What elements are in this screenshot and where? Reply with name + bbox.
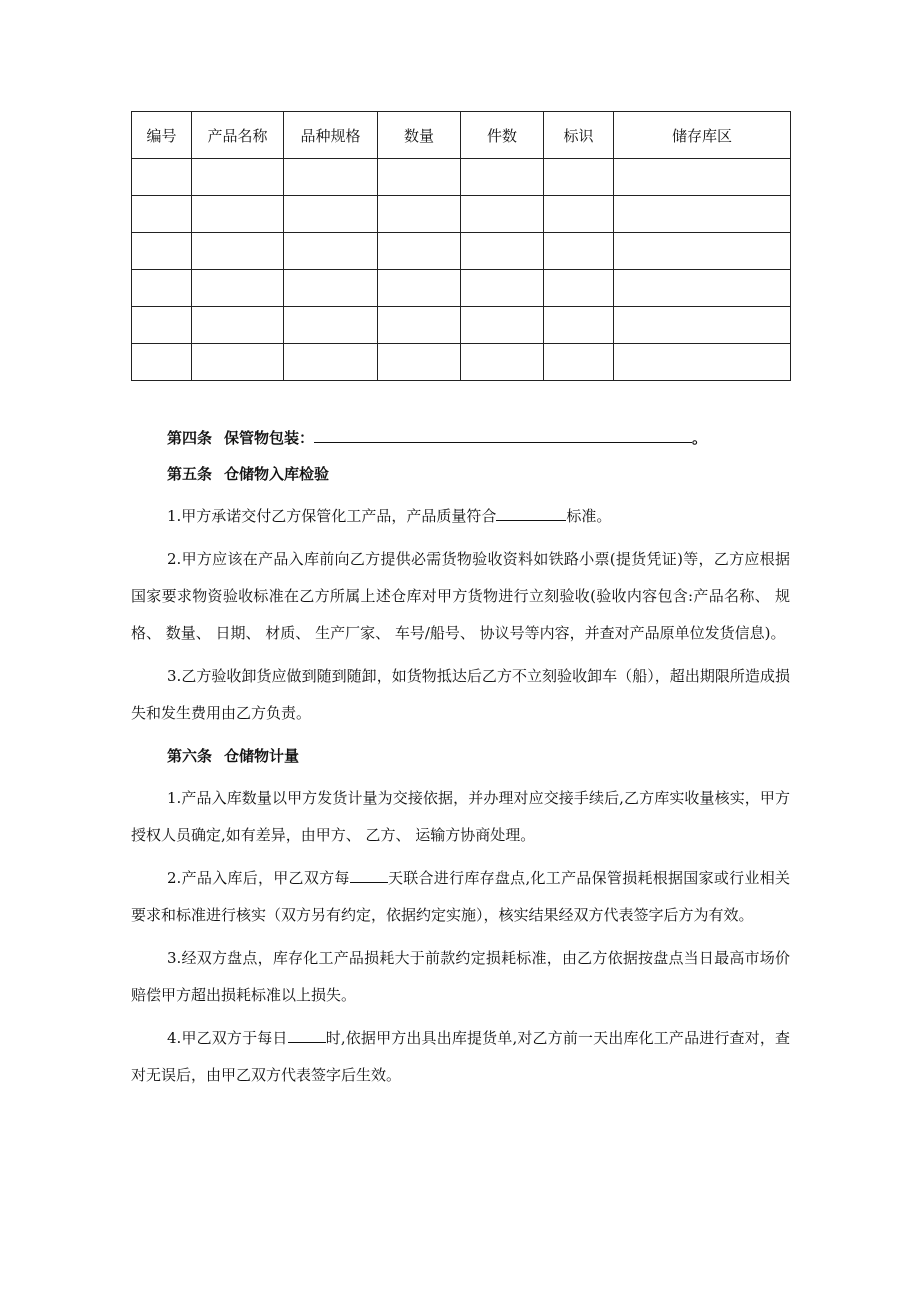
table-cell[interactable] [461, 307, 544, 344]
table-cell[interactable] [132, 307, 192, 344]
table-cell[interactable] [614, 196, 791, 233]
article-6-paragraph-2 [131, 860, 790, 934]
article-6-label: 仓储物计量 [224, 747, 300, 765]
article-6-p2-text: 2.产品入库后，甲乙双方每 [167, 869, 350, 887]
table-cell[interactable] [544, 270, 614, 307]
article-5-title: 第五条 [167, 465, 213, 483]
article-6-paragraph-1: 1.产品入库数量以甲方发货计量为交接依据，并办理对应交接手续后,乙方库实收量核实，甲方授权人员确定,如有差异，由甲方、 乙方、 运输方协商处理。 [131, 789, 790, 844]
table-cell[interactable] [284, 307, 378, 344]
article-6-p2-suffix: 天联合进行库存盘点,化工产品保管损耗根据国家或行业相关要求和标准进行核实（双方另有约定，依据约定实施），核实结果经双方代表签字后方为有效。 [131, 869, 790, 924]
table-cell[interactable] [614, 344, 791, 381]
article-5-label: 仓储物入库检验 [224, 465, 330, 483]
table-cell[interactable] [461, 196, 544, 233]
article-6-paragraph-4 [131, 1020, 790, 1094]
table-cell[interactable] [461, 344, 544, 381]
table-cell[interactable] [378, 270, 461, 307]
article-5-p1-text: 1.甲方承诺交付乙方保管化工产品，产品质量符合 [167, 507, 497, 525]
header-cell-quantity: 数量 [378, 112, 461, 159]
table-cell[interactable] [132, 270, 192, 307]
table-header-row [132, 112, 791, 159]
table-row [132, 270, 791, 307]
table-cell[interactable] [132, 196, 192, 233]
inventory-days-blank[interactable] [350, 868, 388, 883]
article-4-title: 第四条 [167, 429, 213, 447]
table-cell[interactable] [192, 159, 284, 196]
table-cell[interactable] [132, 233, 192, 270]
table-cell[interactable] [132, 159, 192, 196]
table-cell[interactable] [614, 159, 791, 196]
header-cell-mark: 标识 [544, 112, 614, 159]
article-4-line [131, 420, 790, 456]
table-cell[interactable] [192, 307, 284, 344]
table-cell[interactable] [192, 196, 284, 233]
contract-text [131, 420, 790, 1094]
header-cell-pieces: 件数 [461, 112, 544, 159]
article-5-paragraph-3: 3.乙方验收卸货应做到随到随卸，如货物抵达后乙方不立刻验收卸车（船），超出期限所造成损失和发生费用由乙方负责。 [131, 667, 790, 722]
table-cell[interactable] [378, 196, 461, 233]
table-cell[interactable] [544, 159, 614, 196]
article-5-paragraph-2: 2.甲方应该在产品入库前向乙方提供必需货物验收资料如铁路小票(提货凭证)等，乙方应根据国家要求物资验收标准在乙方所属上述仓库对甲方货物进行立刻验收(验收内容包含:产品名称、 规格、 数量、 日期、 材质、 生产厂家、 车号/船号、 协议号等内容，并查对产品原单位发货信息)。 [131, 550, 790, 642]
table-cell[interactable] [284, 159, 378, 196]
table-cell[interactable] [461, 233, 544, 270]
table-cell[interactable] [192, 270, 284, 307]
table-cell[interactable] [544, 344, 614, 381]
table-cell[interactable] [284, 270, 378, 307]
storage-table [131, 111, 791, 381]
table-row [132, 233, 791, 270]
table-row [132, 159, 791, 196]
table-cell[interactable] [378, 344, 461, 381]
header-cell-spec: 品种规格 [284, 112, 378, 159]
article-4-label: 保管物包装： [224, 429, 315, 447]
header-cell-number: 编号 [132, 112, 192, 159]
table-cell[interactable] [284, 344, 378, 381]
header-cell-product-name: 产品名称 [192, 112, 284, 159]
table-cell[interactable] [192, 344, 284, 381]
table-cell[interactable] [461, 270, 544, 307]
article-5-paragraph-1 [131, 498, 790, 535]
table-cell[interactable] [544, 307, 614, 344]
table-cell[interactable] [378, 159, 461, 196]
table-cell[interactable] [544, 233, 614, 270]
table-cell[interactable] [192, 233, 284, 270]
article-6-heading [131, 738, 790, 774]
table-cell[interactable] [461, 159, 544, 196]
table-cell[interactable] [614, 270, 791, 307]
quality-standard-blank[interactable] [496, 506, 566, 521]
table-cell[interactable] [132, 344, 192, 381]
table-cell[interactable] [614, 233, 791, 270]
table-row [132, 196, 791, 233]
check-time-blank[interactable] [288, 1028, 326, 1043]
article-6-p4-text: 4.甲乙双方于每日 [167, 1029, 288, 1047]
table-cell[interactable] [284, 196, 378, 233]
header-cell-storage-area: 储存库区 [614, 112, 791, 159]
packaging-blank[interactable] [314, 428, 692, 443]
article-6-title: 第六条 [167, 747, 213, 765]
article-5-p1-suffix: 标准。 [566, 507, 612, 525]
table-cell[interactable] [544, 196, 614, 233]
table-body [132, 159, 791, 381]
article-6-paragraph-3: 3.经双方盘点，库存化工产品损耗大于前款约定损耗标准，由乙方依据按盘点当日最高市场价赔偿甲方超出损耗标准以上损失。 [131, 949, 790, 1004]
article-4-end: 。 [692, 429, 708, 447]
table-cell[interactable] [284, 233, 378, 270]
table-cell[interactable] [614, 307, 791, 344]
table-cell[interactable] [378, 233, 461, 270]
table-row [132, 307, 791, 344]
table-row [132, 344, 791, 381]
article-5-heading [131, 456, 790, 492]
table-cell[interactable] [378, 307, 461, 344]
article-6-p4-suffix: 时,依据甲方出具出库提货单,对乙方前一天出库化工产品进行查对，查对无误后，由甲乙双方代表签字后生效。 [131, 1029, 790, 1084]
